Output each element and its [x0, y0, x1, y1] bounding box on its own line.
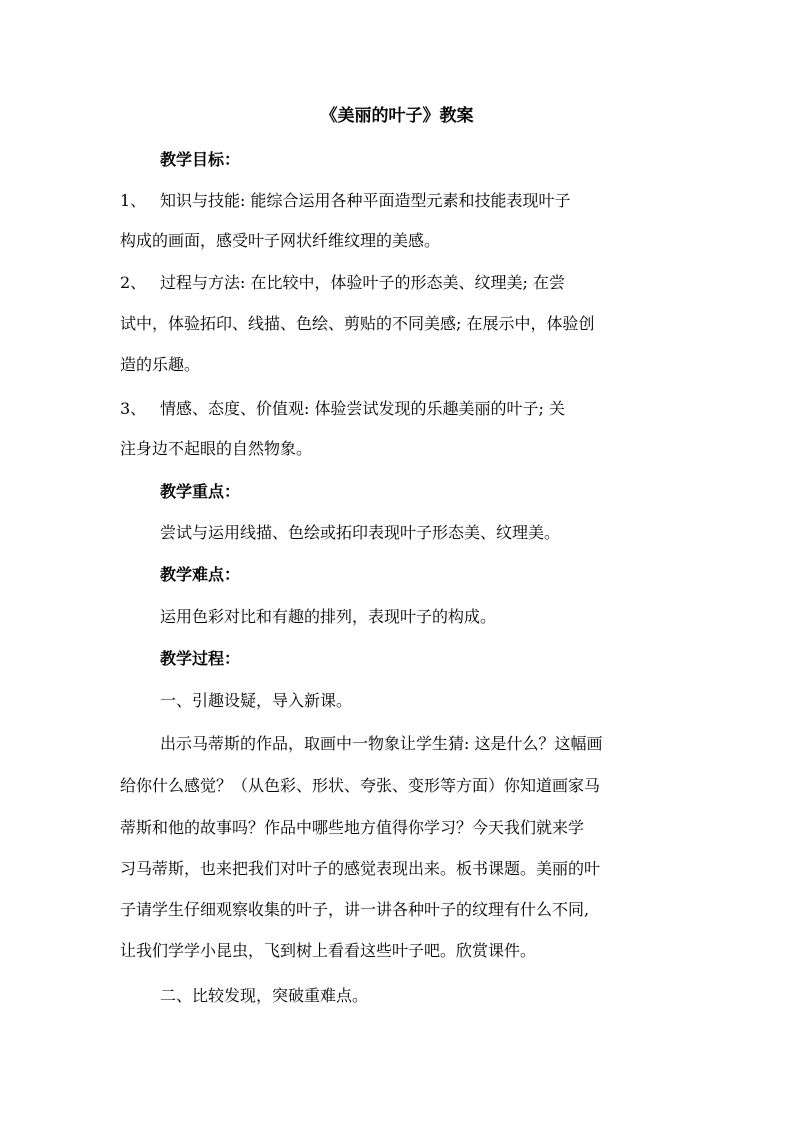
objective-1-line-1: [120, 190, 570, 212]
document-title: 《美丽的叶子》教案: [320, 106, 474, 126]
paragraph-1-line-3: 蒂斯和他的故事吗？作品中哪些地方值得你学习？今天我们就来学: [120, 818, 585, 837]
objective-3-line-2: 注身边不起眼的自然物象。: [120, 439, 313, 458]
paragraph-1-line-1: 出示马蒂斯的作品，取画中一物象让学生猜: 这是什么？这幅画: [160, 734, 603, 753]
paragraph-1-line-4: 习马蒂斯，也来把我们对叶子的感觉表现出来。板书课题。美丽的叶: [120, 859, 601, 878]
objective-2-line-3: 造的乐趣。: [120, 355, 201, 374]
objective-1-number: 1、: [120, 191, 147, 210]
step-2-title: 二、比较发现，突破重难点。: [160, 986, 369, 1005]
keypoint-heading: 教学重点：: [160, 482, 241, 501]
paragraph-1-line-2: 给你什么感觉？（从色彩、形状、夸张、变形等方面）你知道画家马: [120, 776, 601, 795]
keypoint-text: 尝试与运用线描、色绘或拓印表现叶子形态美、纹理美。: [160, 523, 561, 542]
difficulty-heading: 教学难点：: [160, 565, 241, 584]
objective-2-number: 2、: [120, 273, 147, 292]
paragraph-1-line-5: 子请学生仔细观察收集的叶子，讲一讲各种叶子的纹理有什么不同,: [120, 900, 590, 919]
objective-3-text-1: 情感、态度、价值观: 体验尝试发现的乐趣美丽的叶子; 关: [160, 399, 565, 418]
objective-3-number: 3、: [120, 399, 147, 418]
difficulty-text: 运用色彩对比和有趣的排列，表现叶子的构成。: [160, 607, 497, 626]
objectives-heading: 教学目标：: [160, 150, 241, 169]
paragraph-1-line-6: 让我们学学小昆虫，飞到树上看看这些叶子吧。欣赏课件。: [120, 941, 537, 960]
step-1-title: 一、引趣设疑，导入新课。: [160, 691, 353, 710]
objective-3-line-1: [120, 398, 565, 420]
objective-1-line-2: 构成的画面，感受叶子网状纤维纹理的美感。: [120, 231, 441, 250]
objective-2-text-1: 过程与方法: 在比较中，体验叶子的形态美、纹理美; 在尝: [160, 273, 565, 292]
objective-1-text-1: 知识与技能: 能综合运用各种平面造型元素和技能表现叶子: [160, 191, 571, 210]
process-heading: 教学过程：: [160, 649, 241, 668]
objective-2-line-2: 试中，体验拓印、线描、色绘、剪贴的不同美感; 在展示中，体验创: [120, 314, 595, 333]
objective-2-line-1: [120, 272, 565, 294]
